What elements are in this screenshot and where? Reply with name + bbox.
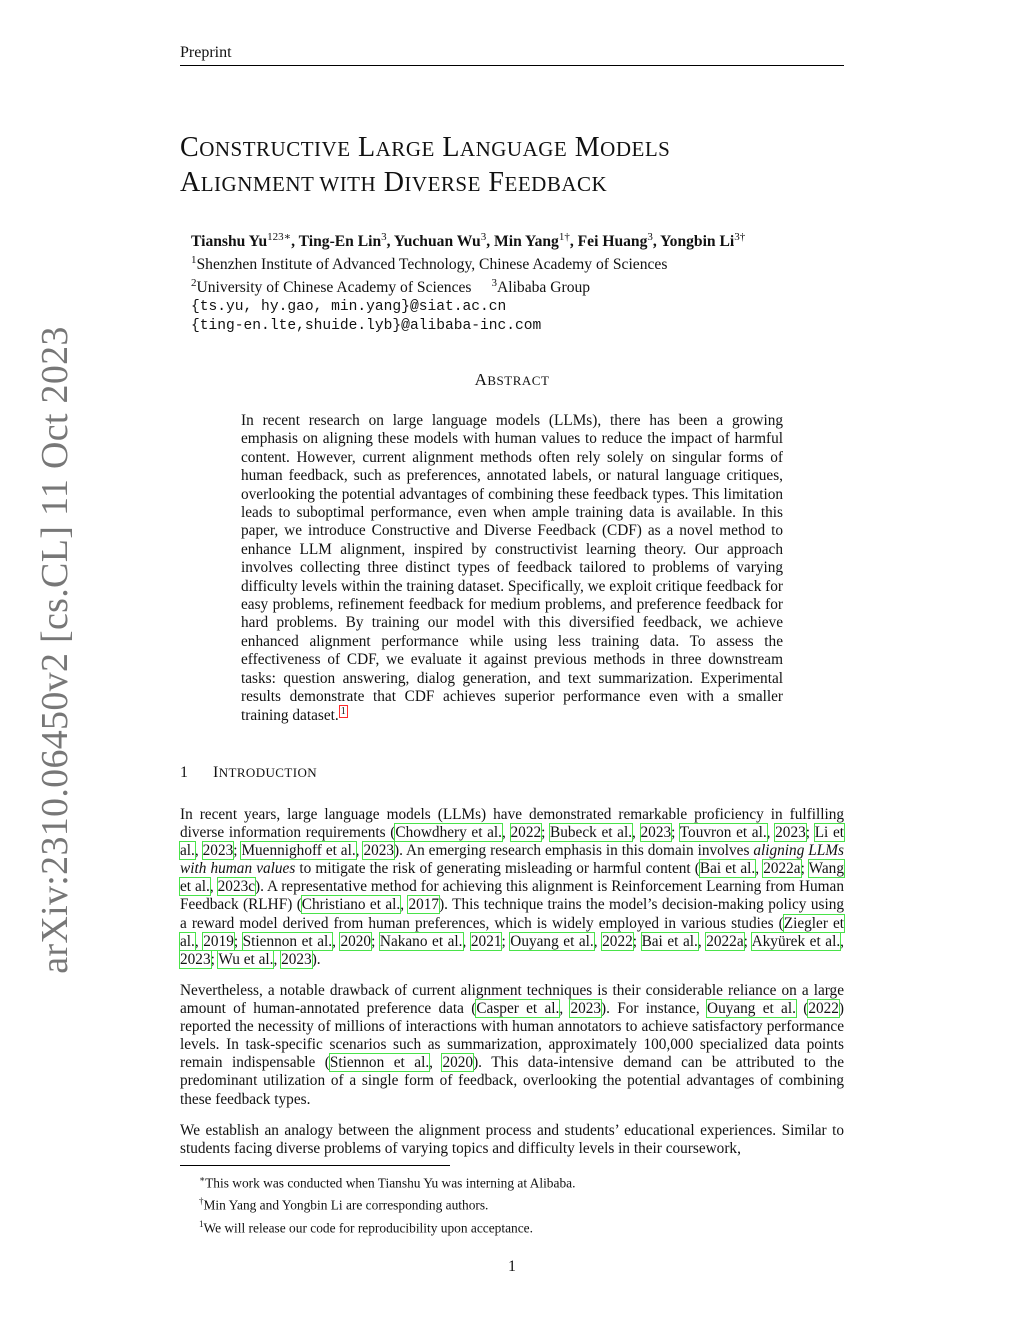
citation-link[interactable]: Ziegler et al. [180,914,845,950]
citation-link[interactable]: Stiennon et al. [329,1054,430,1072]
author-name: Ting-En Lin [298,233,382,251]
affiliation-2-3: $^2$University of Chinese Academy of Sciences $^3$Alibaba Group [191,277,591,297]
title-line-2 [180,166,670,201]
title-word-cap: M [574,132,601,163]
citation-link[interactable]: 2023 [640,824,672,842]
abstract-text: In recent research on large language models (LLMs), there has been a growing emphasis on aligning these models with human values to reduce the impact of harmful content. However, current alignment methods often rely solely on singular forms of human feedback, such as preferences, annotated labels, or natural language critiques, overlooking the potential advantages of combining these feedback types. This limitation leads to suboptimal performance, even when ample training data is available. In this paper, we introduce Constructive and Diverse Feedback (CDF) as a novel method to enhance LLM alignment, inspired by constructivist learning theory. Our approach involves collecting three distinct types of feedback tailored to problems of varying difficulty levels within the training dataset. Specifically, we exploit critique feedback for easy problems, refinement feedback for medium problems, and preference feedback for hard problems. By training our model with this diversified feedback, we achieve enhanced alignment performance while using less training data. To assess the effectiveness of CDF, we evaluate it against previous methods in three downstream tasks: question answering, dialog generation, and text summarization. Experimental results demonstrate that CDF achieves superior performance even with a smaller training dataset. $^1$ [241,412,784,724]
title-word-rest: LIGNMENT WITH [200,172,377,196]
title-word-cap: F [488,167,505,198]
footnote-link-1[interactable]: 1 [340,705,346,717]
abstract-heading: ABSTRACT [474,370,550,389]
citation-link[interactable]: Casper et al. [476,1000,560,1018]
citation-link[interactable]: Wang et al. [180,860,844,896]
title-word-cap: A [180,167,201,198]
citation-link[interactable]: Touvron et al. [679,824,767,842]
title-line-1 [180,131,670,166]
footnote-text: This work was conducted when Tianshu Yu was interning at Alibaba. [205,1175,576,1191]
email-line-2[interactable]: {ting-en.lte,shuide.lyb}@alibaba-inc.com [191,317,542,334]
title-word-rest: ANGUAGE [459,137,568,161]
author-block [191,228,745,336]
arxiv-side-stamp: arXiv:2310.06450v2 [cs.CL] 11 Oct 2023 [34,326,76,974]
citation-link[interactable]: Muennighoff et al. [241,842,356,860]
citation-link[interactable]: Chowdhery et al. [395,824,503,842]
footnote-text: Min Yang and Yongbin Li are corresponding authors. [203,1197,489,1213]
paper-title [180,131,670,201]
citation-link[interactable]: 2017 [408,896,440,914]
citation-link[interactable]: Bubeck et al. [550,824,633,842]
footnotes [199,1170,575,1237]
citation-link[interactable]: 2023 [570,1000,602,1018]
citation-link[interactable]: 2023 [775,824,806,842]
footnote-mark: 1 [199,1218,204,1229]
author-names: Tianshu $Yu^{123∗}$, Ting-En Lin$^3$, Yuchuan Wu$^3$, Min Yang$^{1\dagger}$, Fei Huang$^3$, Yongbin $Li^{3\dagger}$ [191,231,746,251]
header-label: Preprint [180,44,232,61]
author-affiliation-mark: 1† [558,231,570,243]
page-number: 1 [508,1258,516,1275]
citation-link[interactable]: Ouyang et al. [510,932,594,950]
author-affiliation-mark: 3 [647,231,653,243]
citation-link[interactable]: 2022 [602,932,633,950]
intro-paragraph-1: In recent years, large language models (LLMs) have demonstrated remarkable proficiency in fulfilling diverse information requirements (Chowdhery et al., 2022; Bubeck et al., 2023; Touvron et al., 2023; Li et al., 2023; Muennighoff et al., 2023). An emerging research emphasis in this domain involves aligning LLMs with human values to mitigate the risk of generating misleading or harmful content (Bai et al., 2022a; Wang et al., 2023c). A representative method for achieving this alignment is Reinforcement Learning from Human Feedback (RLHF) (Christiano et al., 2017). This technique trains the model’s decision-making policy using a reward model derived from human preferences, which is widely employed in various studies (Ziegler et al., 2019; Stiennon et al., 2020; Nakano et al., 2021; Ouyang et al., 2022; Bai et al., 2022a; Akyürek et al., 2023; Wu et al., 2023). [180,806,845,968]
title-word-cap: L [442,132,460,163]
citation-link[interactable]: 2020 [442,1054,474,1072]
citation-link[interactable]: 2023 [281,950,312,968]
citation-link[interactable]: 2021 [470,932,502,950]
citation-link[interactable]: Christiano et al. [301,896,401,914]
title-word-cap: C [180,132,200,163]
title-word-cap: D [383,167,405,198]
citation-link[interactable]: Stiennon et al. [242,932,333,950]
footnote-rule [180,1165,450,1166]
citation-link[interactable]: 2023 [202,842,234,860]
footnote-mark: ∗ [199,1174,206,1184]
author-affiliation-mark: 123∗ [267,231,292,243]
citation-link[interactable]: 2022 [808,1000,839,1018]
section-heading-introduction: 1 INTRODUCTION [180,764,318,781]
citation-link[interactable]: Wu et al. [218,950,274,968]
footnote [199,1215,575,1237]
footnote-mark: † [199,1196,204,1207]
citation-link[interactable]: Bai et al. [641,932,698,950]
intro-paragraph-2: Nevertheless, a notable drawback of current alignment techniques is their considerable reliance on a large amount of human-annotated preference data (Casper et al., 2023). For instance, Ouyang et al. (2022) reported the necessity of millions of interactions with human annotators to achieve satisfactory performance levels. In task-specific scenarios such as summarization, approximately 100,000 specialized data points remain indispensable (Stiennon et al., 2020). This data-intensive demand can be attributed to the predominant utilization of a single form of feedback, overlooking the potential advantages of combining these feedback types. [180,982,845,1108]
author-affiliation-mark: 3† [734,231,746,243]
citation-link[interactable]: 2022 [510,824,542,842]
citation-link[interactable]: Bai et al. [699,860,756,878]
title-word-rest: ARGE [375,137,435,161]
citation-link[interactable]: Nakano et al. [379,932,463,950]
author-affiliation-mark: 3 [480,231,487,243]
author-name: Fei Huang [577,233,648,251]
footnote [199,1170,575,1192]
citation-link[interactable]: 2020 [340,932,372,950]
citation-link[interactable]: Akyürek et al. [751,932,841,950]
title-word-cap: L [358,132,376,163]
title-word-rest: ODELS [600,137,671,161]
emphasis-text: aligning LLMs with human values [180,842,845,878]
author-name: Yuchuan Wu [393,233,481,251]
email-line-1[interactable]: {ts.yu, hy.gao, min.yang}@siat.ac.cn [191,298,507,315]
author-name: Yongbin Li [660,233,735,251]
title-word-rest: EEDBACK [504,172,608,196]
title-word-rest: IVERSE [404,172,481,196]
affiliation-1: $^1$Shenzhen Institute of Advanced Technology, Chinese Academy of Sciences [191,254,668,274]
author-name: Tianshu Yu [191,233,268,251]
citation-link[interactable]: 2023 [180,950,211,968]
footnote [199,1192,575,1214]
citation-link[interactable]: 2022a [706,932,744,950]
citation-link[interactable]: 2023 [363,842,395,860]
author-affiliation-mark: 3 [381,231,387,243]
citation-link[interactable]: Ouyang et al. [707,1000,796,1018]
title-word-rest: ONSTRUCTIVE [199,137,351,161]
author-name: Min Yang [494,233,559,251]
intro-paragraph-3: We establish an analogy between the alignment process and students’ educational experiences. Similar to students facing diverse problems of varying topics and difficulty levels in their coursework, [180,1122,844,1158]
citation-link[interactable]: 2022a [763,860,801,878]
footnote-text: We will release our code for reproducibility upon acceptance. [203,1220,533,1236]
citation-link[interactable]: 2019 [203,932,234,950]
citation-link[interactable]: 2023c [217,878,256,896]
citation-link[interactable]: Li et al. [180,824,844,860]
header-rule [180,65,844,66]
